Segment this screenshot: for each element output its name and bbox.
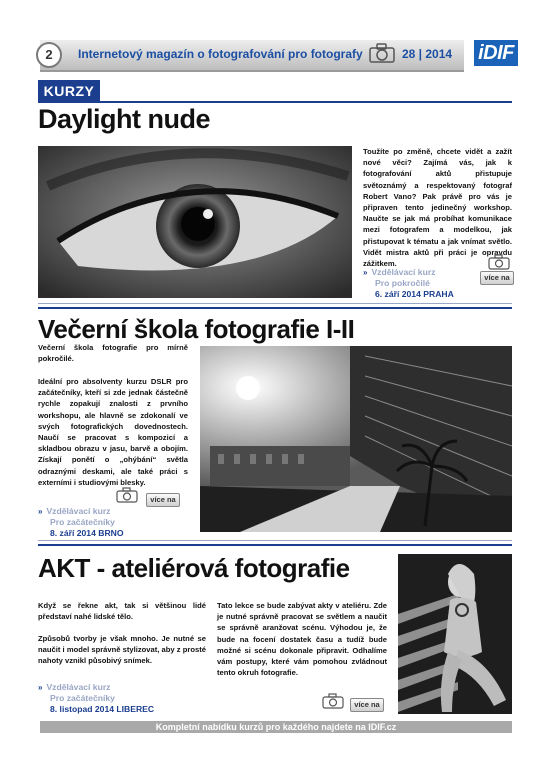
course2-info (38, 506, 178, 539)
course-kind: Vzdělávací kurz (371, 267, 436, 277)
camera-icon (322, 693, 344, 709)
more-button[interactable]: více na (350, 698, 384, 712)
course-date: 8. září 2014 BRNO (50, 528, 124, 538)
divider (38, 307, 512, 309)
footer-bar (40, 721, 512, 733)
course3-title: AKT - ateliérová fotografie (38, 553, 350, 583)
course-kind: Vzdělávací kurz (46, 506, 111, 516)
arrow-icon: » (363, 268, 368, 277)
course3-info (38, 682, 198, 715)
footer-text: Kompletní nabídku kurzů pro každého najdete na (155, 722, 366, 732)
divider (38, 540, 512, 541)
section-label: KURZY (38, 80, 100, 102)
course-date: 8. listopad 2014 LIBEREC (50, 704, 155, 714)
course-kind: Vzdělávací kurz (46, 682, 111, 692)
camera-icon (116, 487, 138, 503)
course2-text: Ideální pro absolventy kurzu DSLR pro začátečníky, kteří si zde jednak částečně rychle zopakují znalosti z prvního workshopu, ale hlavně se zdokonalí ve svých fotografických dovednostech. Naučí se pracovat s kompozicí a skladbou obrazu v jasu, barvě a obojím. Získají ponětí o „ohýbání“ světla odraznými deskami, ale také práci s externími i studiovými blesky. (38, 377, 188, 487)
eye-photo (38, 146, 352, 298)
course3-col1-p1: Když se řekne akt, tak si většinou lidé představí nahé lidské tělo. (38, 601, 206, 622)
course2-intro: Večerní škola fotografie pro mírně pokročilé. (38, 343, 188, 364)
course1-text: Toužíte po změně, chcete vidět a zažít nové věci? Zajímá vás, jak k fotografování aktů přistupuje světoznámý a respektovaný fotograf Robert Vano? Pak právě pro vás je připraven tento jedinečný workshop. Naučte se jak má probíhat komunikace mezi fotografem a modelkou, jak přistupovat k tématu a jak vnímat světlo. Vidět mistra aktů při práci je opravdu zážitkem. (363, 147, 512, 269)
castle-photo (200, 346, 512, 532)
course-date: 6. září 2014 PRAHA (375, 289, 454, 299)
course3-col1-p2: Způsobů tvorby je však mnoho. Je nutné se naučit i model správně stylizovat, aby z prosté nahoty vznikl působivý snímek. (38, 634, 206, 666)
course-level: Pro začátečníky (50, 693, 115, 703)
more-button[interactable]: více na (146, 493, 180, 507)
idif-logo[interactable]: iDIF (474, 40, 518, 66)
camera-icon (368, 42, 396, 64)
arrow-icon: » (38, 683, 43, 692)
course1-info (363, 267, 493, 300)
course-level: Pro začátečníky (50, 517, 115, 527)
more-button[interactable]: více na (480, 271, 514, 285)
divider (38, 544, 512, 546)
course2-title: Večerní škola fotografie I-II (38, 314, 355, 344)
course-level: Pro pokročilé (375, 278, 430, 288)
arrow-icon: » (38, 507, 43, 516)
model-photo (398, 554, 512, 714)
magazine-title: Internetový magazín o fotografování pro fotografy (78, 47, 363, 61)
course3-col2: Tato lekce se bude zabývat akty v ateliéru. Zde je nutné správně pracovat se světlem a naučit se správně aranžovat scénu. Výhodou je, že bude na focení dostatek času a tudíž bude možné si scénu dokonale připravit. Odhalíme vám postupy, které vám pomohou zvládnout tento okruh fotografie. (217, 601, 387, 678)
issue-number: 28 | 2014 (402, 47, 453, 61)
page-number: 2 (36, 42, 62, 68)
course1-title: Daylight nude (38, 104, 211, 134)
divider (38, 303, 512, 304)
divider (38, 101, 512, 103)
footer-link[interactable]: IDIF.cz (368, 722, 397, 732)
